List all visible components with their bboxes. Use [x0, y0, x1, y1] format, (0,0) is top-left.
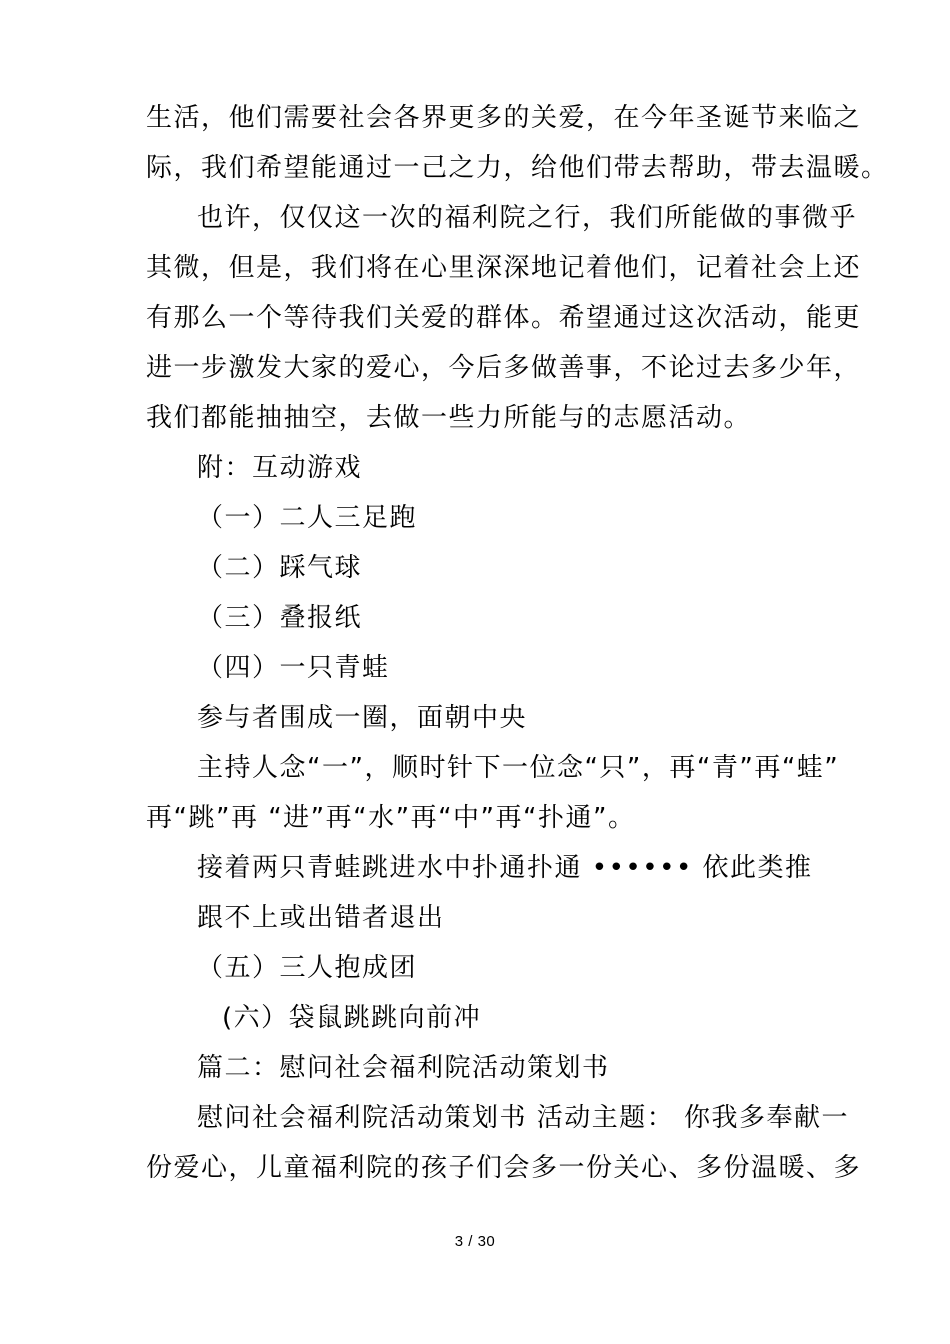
appendix-heading: 附：互动游戏	[197, 453, 363, 483]
text-line-4: 其微，但是，我们将在心里深深地记着他们，记着社会上还	[146, 253, 862, 283]
game-item-5: （五）三人抱成团	[197, 953, 418, 983]
text-line-3: 也许，仅仅这一次的福利院之行，我们所能做的事微乎	[197, 203, 858, 233]
text-line-2: 际，我们希望能通过一己之力，给他们带去帮助，带去温暖。	[146, 153, 889, 183]
text-line-7: 我们都能抽抽空，去做一些力所能与的志愿活动。	[146, 403, 752, 433]
text-line-17: 跟不上或出错者退出	[197, 903, 445, 933]
text-line-6: 进一步激发大家的爱心，今后多做善事，不论过去多少年，	[146, 353, 862, 383]
game-item-4: （四）一只青蛙	[197, 653, 390, 683]
game-item-3: （三）叠报纸	[197, 603, 363, 633]
game-item-2: （二）踩气球	[197, 553, 363, 583]
game-item-1: （一）二人三足跑	[197, 503, 418, 533]
text-line-13: 参与者围成一圈，面朝中央	[197, 703, 528, 733]
text-line-16: 接着两只青蛙跳进水中扑通扑通 •••••• 依此类推	[197, 853, 813, 883]
text-line-14: 主持人念“一”，顺时针下一位念“只”，再“青”再“蛙”	[197, 753, 840, 783]
text-line-15: 再“跳”再 “进”再“水”再“中”再“扑通”。	[146, 803, 636, 833]
text-line-22: 份爱心，儿童福利院的孩子们会多一份关心、多份温暖、多	[146, 1153, 862, 1183]
section-heading: 篇二：慰问社会福利院活动策划书	[197, 1053, 610, 1083]
text-line-21: 慰问社会福利院活动策划书 活动主题： 你我多奉献一	[197, 1103, 850, 1133]
text-line-5: 有那么一个等待我们关爱的群体。希望通过这次活动，能更	[146, 303, 862, 333]
game-item-6: (六）袋鼠跳跳向前冲	[222, 1003, 482, 1033]
text-line-1: 生活，他们需要社会各界更多的关爱，在今年圣诞节来临之	[146, 103, 862, 133]
page-number: 3 / 30	[454, 1233, 496, 1250]
